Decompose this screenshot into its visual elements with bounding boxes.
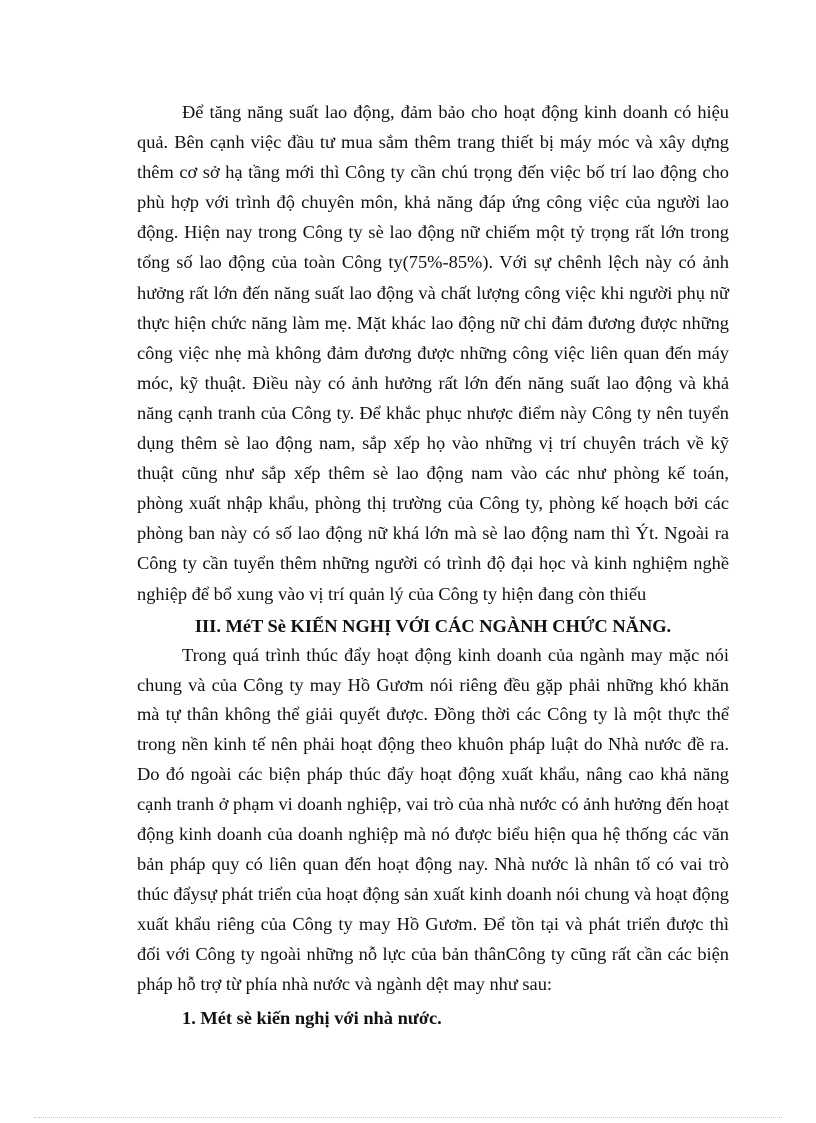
subsection-heading: 1. Mét sè kiến nghị với nhà nước. <box>182 1008 442 1029</box>
page-bottom-divider <box>34 1117 782 1118</box>
body-paragraph-2: Trong quá trình thúc đẩy hoạt động kinh doanh của ngành may mặc nói chung và của Công ty may Hồ Gươm nói riêng đều gặp phải những khó khăn mà tự thân không thể giải quyết được. Đồng thời các Công ty là một thực thể trong nền kinh tế nên phải hoạt động theo khuôn pháp luật do Nhà nước đề ra. Do đó ngoài các biện pháp thúc đẩy hoạt động xuất khẩu, nâng cao khả năng cạnh tranh ở phạm vi doanh nghiệp, vai trò của nhà nước có ảnh hưởng đến hoạt động kinh doanh của doanh nghiệp mà nó được biểu hiện qua hệ thống các văn bản pháp quy có liên quan đến hoạt động nay. Nhà nước là nhân tố có vai trò thúc đẩysự phát triển của hoạt động sản xuất kinh doanh nói chung và hoạt động xuất khẩu riêng của Công ty may Hồ Gươm. Để tồn tại và phát triển được thì đối với Công ty ngoài những nỗ lực của bản thânCông ty cũng rất cần các biện pháp hỗ trợ từ phía nhà nước và ngành dệt may như sau: <box>137 644 729 994</box>
body-paragraph-1: Để tăng năng suất lao động, đảm bảo cho hoạt động kinh doanh có hiệu quả. Bên cạnh việc đầu tư mua sắm thêm trang thiết bị máy móc và xây dựng thêm cơ sở hạ tầng mới thì Công ty cần chú trọng đến việc bố trí lao động cho phù hợp với trình độ chuyên môn, khả năng đáp ứng công việc của người lao động. Hiện nay trong Công ty sè lao động nữ chiếm một tỷ trọng rất lớn trong tổng số lao động của toàn Công ty(75%-85%). Với sự chênh lệch này có ảnh hưởng rất lớn đến năng suất lao động và chất lượng công việc khi người phụ nữ thực hiện chức năng làm mẹ. Mặt khác lao động nữ chỉ đảm đương được những công việc nhẹ mà không đảm đương được những công việc liên quan đến máy móc, kỹ thuật. Điều này có ảnh hưởng rất lớn đến năng suất lao động và khả năng cạnh tranh của Công ty. Để khắc phục nhược điểm này Công ty nên tuyển dụng thêm sè lao động nam, sắp xếp họ vào những vị trí chuyên trách về kỹ thuật cũng như sắp xếp thêm sè lao động nam vào các như phòng kế toán, phòng xuất nhập khẩu, phòng thị trường của Công ty, phòng kế hoạch bởi các phòng ban này có số lao động nữ khá lớn mà sè lao động nam thì Ýt. Ngoài ra Công ty cần tuyển thêm những người có trình độ đại học và kinh nghiệm nghề nghiệp để bổ xung vào vị trí quản lý của Công ty hiện đang còn thiếu <box>137 102 729 604</box>
section-heading: III. MéT Sè KIẾN NGHỊ VỚI CÁC NGÀNH CHỨC NĂNG. <box>194 615 672 636</box>
document-page <box>137 97 729 1033</box>
